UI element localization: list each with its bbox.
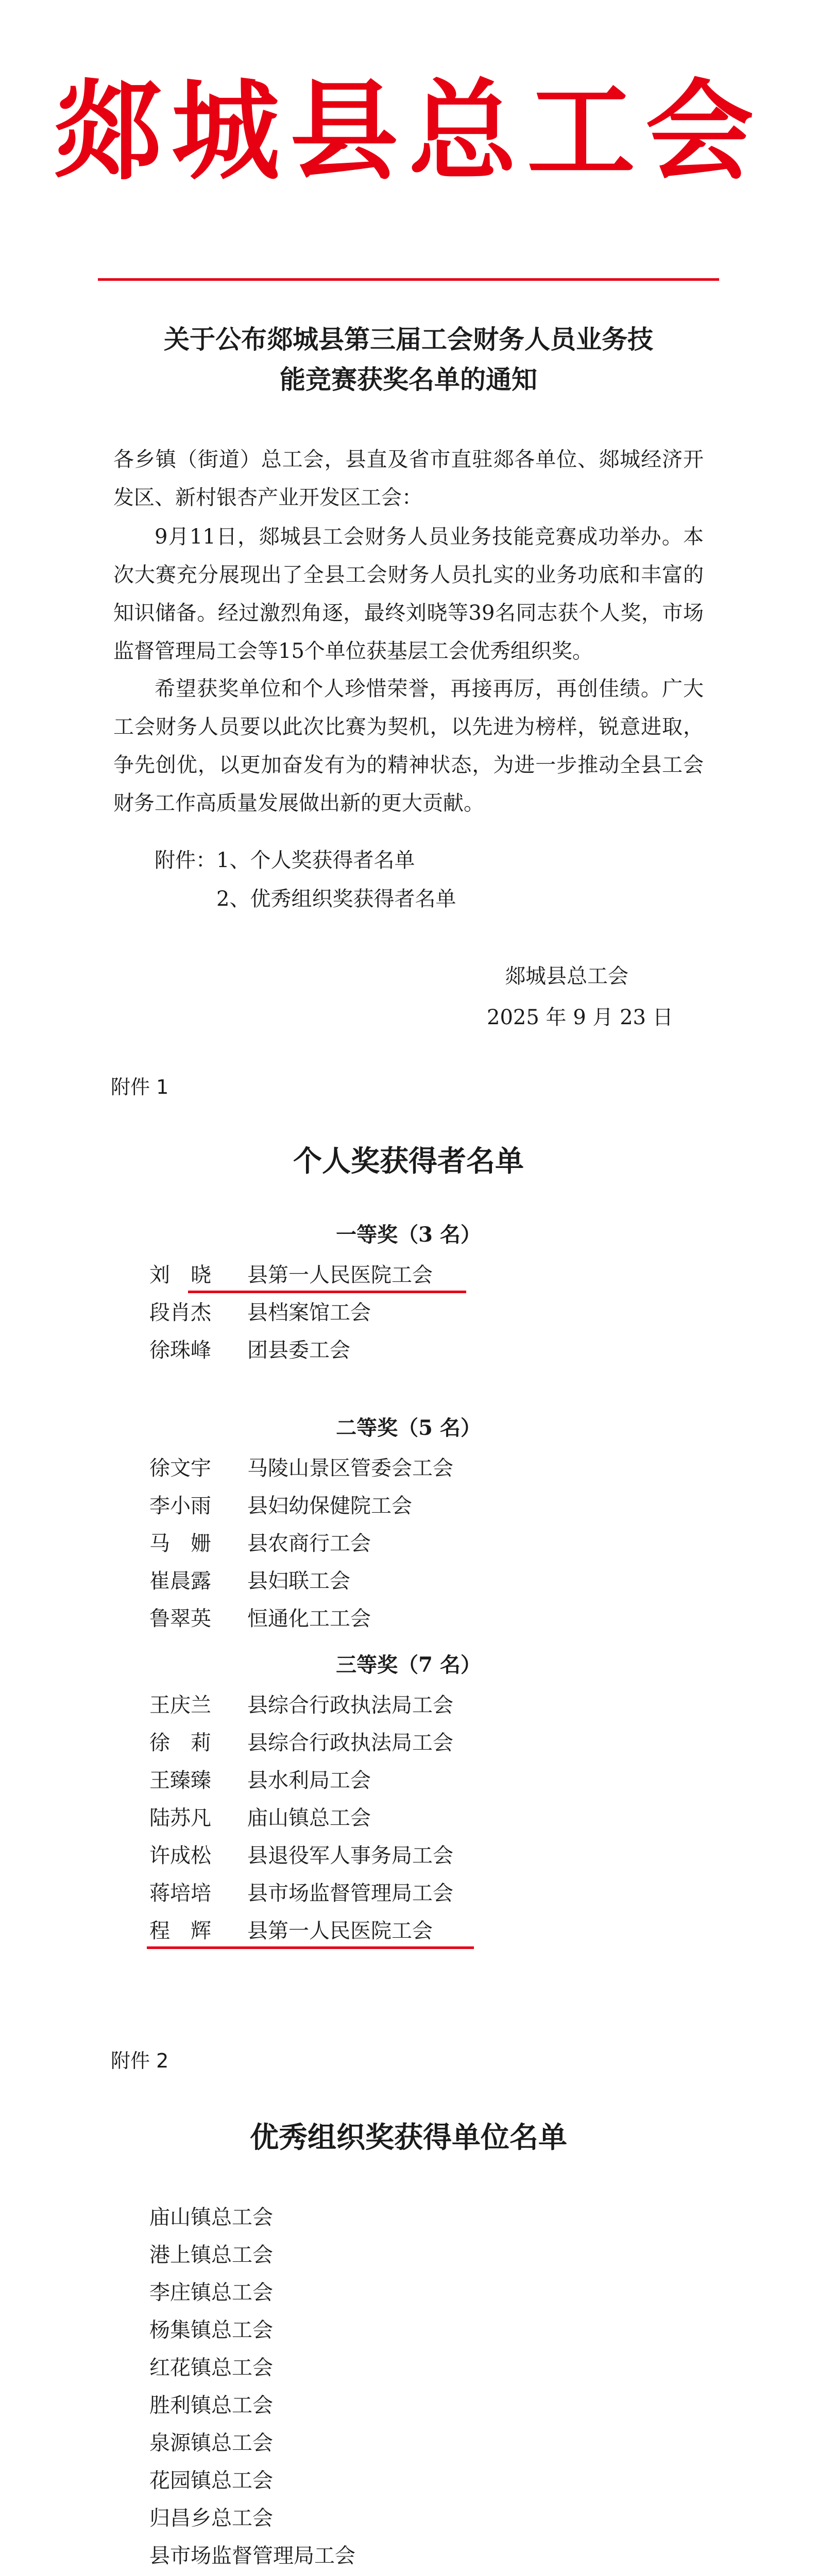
winner-name: 王臻臻 — [149, 1769, 211, 1792]
highlight-underline — [147, 1946, 474, 1949]
winner-unit: 县妇联工会 — [247, 1569, 350, 1593]
notice-title — [82, 319, 735, 400]
award-unit: 红花镇总工会 — [149, 2356, 273, 2380]
winner-unit: 县综合行政执法局工会 — [247, 1731, 453, 1755]
winner-name: 鲁翠英 — [149, 1607, 211, 1631]
winner-name: 徐文宇 — [149, 1456, 211, 1480]
winner-name: 许成松 — [149, 1844, 211, 1868]
signature-date: 2025 年 9 月 23 日 — [487, 1006, 673, 1029]
masthead-org-name: 郯城县总工会 — [53, 67, 764, 195]
winner-name: 陆苏凡 — [149, 1806, 211, 1830]
winner-unit: 县水利局工会 — [247, 1769, 371, 1792]
winner-unit: 县档案馆工会 — [247, 1301, 371, 1325]
award-unit: 李庄镇总工会 — [149, 2281, 273, 2304]
paragraph-1: 9月11日，郯城县工会财务人员业务技能竞赛成功举办。本次大赛充分展现出了全县工会财务人员扎实的业务功底和丰富的知识储备。经过激烈角逐，最终刘晓等39名同志获个人奖，市场监督管理局工会等15个单位获基层工会优秀组织奖。 — [113, 525, 704, 663]
addressee: 各乡镇（街道）总工会，县直及省市直驻郯各单位、郯城经济开发区、新村银杏产业开发区工会： — [113, 448, 704, 510]
winner-unit: 县农商行工会 — [247, 1532, 371, 1555]
winner-unit: 县妇幼保健院工会 — [247, 1494, 412, 1518]
winner-name: 徐 莉 — [149, 1731, 211, 1755]
winner-name: 崔晨露 — [149, 1569, 211, 1593]
masthead-red-rule — [98, 278, 719, 281]
winner-name: 王庆兰 — [149, 1693, 211, 1717]
winner-unit: 县第一人民医院工会 — [247, 1919, 433, 1943]
annex-2-label: 附件 2 — [111, 2049, 169, 2072]
winner-name: 蒋培培 — [149, 1882, 211, 1905]
attachment-1: 附件：1、个人奖获得者名单 — [155, 849, 415, 872]
notice-title-line-1: 关于公布郯城县第三届工会财务人员业务技 — [164, 324, 653, 354]
award-unit: 港上镇总工会 — [149, 2243, 273, 2267]
annex-1-title: 个人奖获得者名单 — [293, 1144, 524, 1178]
annex-1-label: 附件 1 — [111, 1076, 169, 1098]
winner-unit: 县市场监督管理局工会 — [247, 1882, 453, 1905]
winner-unit: 庙山镇总工会 — [247, 1806, 371, 1830]
award-unit: 花园镇总工会 — [149, 2469, 273, 2493]
winner-unit: 县综合行政执法局工会 — [247, 1693, 453, 1717]
award-unit: 县市场监督管理局工会 — [149, 2544, 355, 2568]
winner-name: 徐珠峰 — [149, 1338, 211, 1362]
tier-heading: 三等奖（7 名） — [336, 1653, 481, 1677]
winner-name: 刘 晓 — [149, 1263, 211, 1287]
paragraph-2: 希望获奖单位和个人珍惜荣誉，再接再厉，再创佳绩。广大工会财务人员要以此次比赛为契机，以先进为榜样，锐意进取，争先创优，以更加奋发有为的精神状态，为进一步推动全县工会财务工作高质量发展做出新的更大贡献。 — [113, 677, 704, 815]
winner-name: 程 辉 — [149, 1919, 211, 1943]
award-unit: 杨集镇总工会 — [149, 2318, 273, 2342]
winner-unit: 团县委工会 — [247, 1338, 350, 1362]
winner-unit: 恒通化工工会 — [247, 1607, 371, 1631]
tier-heading: 一等奖（3 名） — [336, 1223, 481, 1247]
award-unit: 胜利镇总工会 — [149, 2394, 273, 2417]
annex-2-title: 优秀组织奖获得单位名单 — [250, 2121, 567, 2155]
highlight-underline — [188, 1291, 466, 1293]
tier-heading: 二等奖（5 名） — [336, 1416, 481, 1440]
winner-name: 段肖杰 — [149, 1301, 211, 1325]
award-unit: 泉源镇总工会 — [149, 2431, 273, 2455]
winner-name: 李小雨 — [149, 1494, 211, 1518]
attachment-2: 2、优秀组织奖获得者名单 — [216, 887, 456, 911]
winner-name: 马 姗 — [149, 1532, 211, 1555]
winner-unit: 县第一人民医院工会 — [247, 1263, 433, 1287]
award-unit: 归昌乡总工会 — [149, 2506, 273, 2530]
award-unit: 庙山镇总工会 — [149, 2206, 273, 2229]
notice-title-line-2: 能竞赛获奖名单的通知 — [280, 364, 537, 395]
signature-org: 郯城县总工会 — [505, 964, 628, 988]
winner-unit: 县退役军人事务局工会 — [247, 1844, 453, 1868]
winner-unit: 马陵山景区管委会工会 — [247, 1456, 453, 1480]
